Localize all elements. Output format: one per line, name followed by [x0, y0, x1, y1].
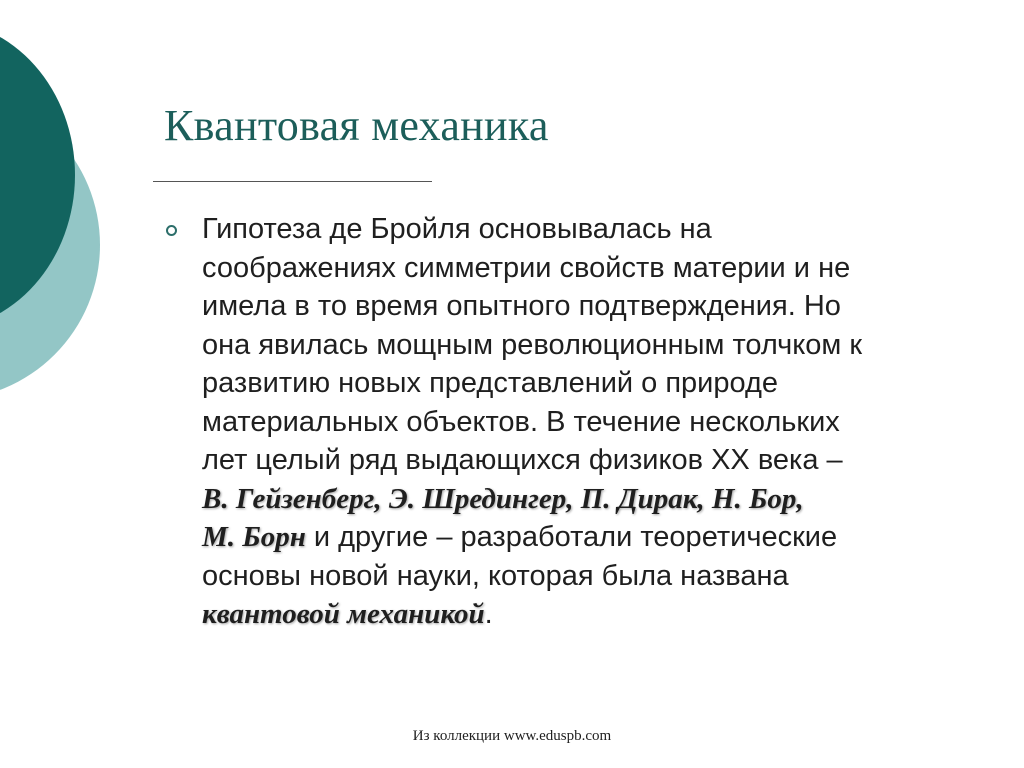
text-line: материальных объектов. В течение нескольких	[202, 405, 840, 438]
text-line: квантовой механикой.	[202, 598, 493, 630]
scientist-names-emphasis: В. Гейзенберг, Э. Шредингер, П. Дирак, Н. Бор,	[202, 482, 804, 515]
term-emphasis: квантовой механикой	[202, 598, 485, 630]
text-line: соображениях симметрии свойств материи и не	[202, 251, 851, 284]
bullet-text	[202, 210, 972, 634]
text-line: развитию новых представлений о природе	[202, 367, 779, 399]
slide-footer: Из коллекции www.eduspb.com	[412, 728, 612, 744]
text-line: Гипотеза де Бройля основывалась на	[202, 213, 712, 245]
text-line: М. Борн и другие – разработали теоретические	[202, 521, 838, 553]
scientist-name-emphasis: М. Борн	[202, 521, 306, 553]
text-line: имела в то время опытного подтверждения. Но	[202, 290, 841, 322]
bullet-circle-icon	[166, 225, 177, 236]
slide-title: Квантовая механика	[164, 101, 549, 150]
text-line: она явилась мощным революционным толчком к	[202, 328, 863, 361]
text-line: основы новой науки, которая была названа	[202, 559, 789, 592]
text-line: лет целый ряд выдающихся физиков XX века –	[202, 444, 843, 476]
text-line	[202, 480, 972, 519]
title-divider	[153, 181, 432, 182]
